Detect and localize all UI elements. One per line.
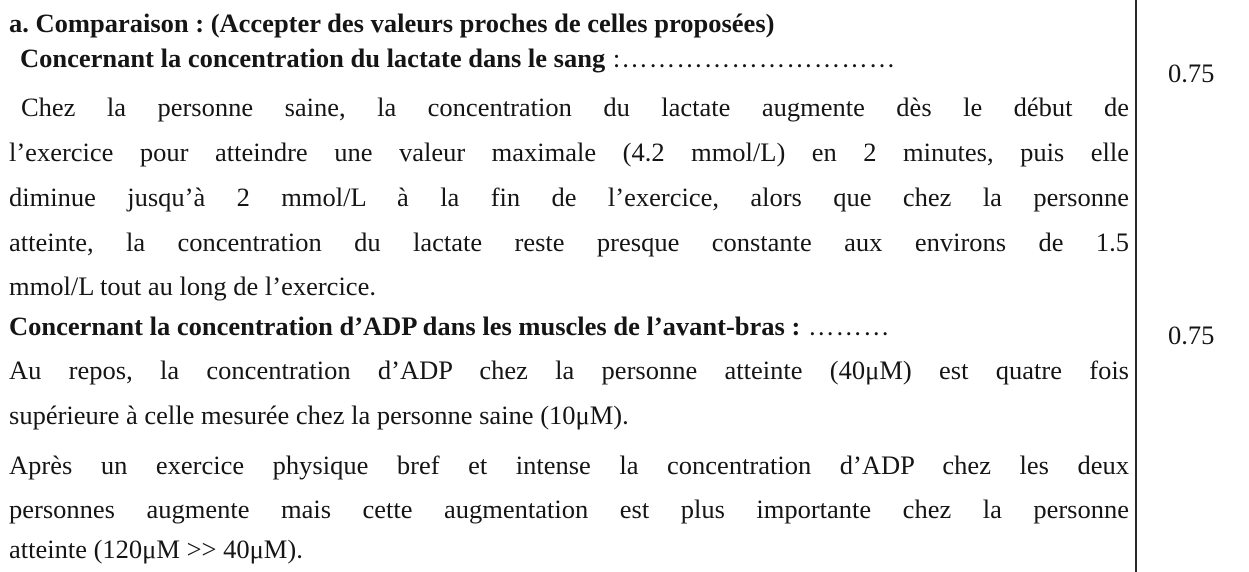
adp-title-line	[9, 313, 890, 340]
lactate-text-line-4: atteinte, la concentration du lactate reste presque constante aux environs de 1.5	[9, 227, 1129, 257]
lactate-title-dots: :…………………………	[605, 43, 897, 73]
adp-title-dots: ………	[800, 311, 891, 341]
section-heading: a. Comparaison : (Accepter des valeurs proches de celles proposées)	[9, 8, 775, 38]
lactate-score: 0.75	[1168, 58, 1215, 88]
score-column-divider	[1135, 0, 1137, 572]
lactate-text-line-3: diminue jusqu’à 2 mmol/L à la fin de l’exercice, alors que chez la personne	[9, 182, 1129, 212]
lactate-title: Concernant la concentration du lactate dans le sang	[20, 43, 606, 73]
lactate-text-line-1: Chez la personne saine, la concentration du lactate augmente dès le début de	[21, 92, 1129, 122]
lactate-text-line-2: l’exercice pour atteindre une valeur maximale (4.2 mmol/L) en 2 minutes, puis elle	[9, 137, 1129, 167]
adp-text-line-1: Au repos, la concentration d’ADP chez la personne atteinte (40μM) est quatre fois	[9, 355, 1129, 385]
adp-score: 0.75	[1168, 320, 1215, 350]
adp-text-line-5: atteinte (120μM >> 40μM).	[9, 534, 303, 564]
adp-title: Concernant la concentration d’ADP dans les muscles de l’avant-bras :	[9, 311, 801, 341]
adp-text-line-4: personnes augmente mais cette augmentation est plus importante chez la personne	[9, 494, 1129, 524]
adp-text-line-2: supérieure à celle mesurée chez la personne saine (10μM).	[9, 400, 629, 430]
lactate-text-line-5: mmol/L tout au long de l’exercice.	[9, 271, 376, 301]
lactate-title-line	[20, 45, 896, 72]
adp-text-line-3: Après un exercice physique bref et intense la concentration d’ADP chez les deux	[9, 450, 1129, 480]
